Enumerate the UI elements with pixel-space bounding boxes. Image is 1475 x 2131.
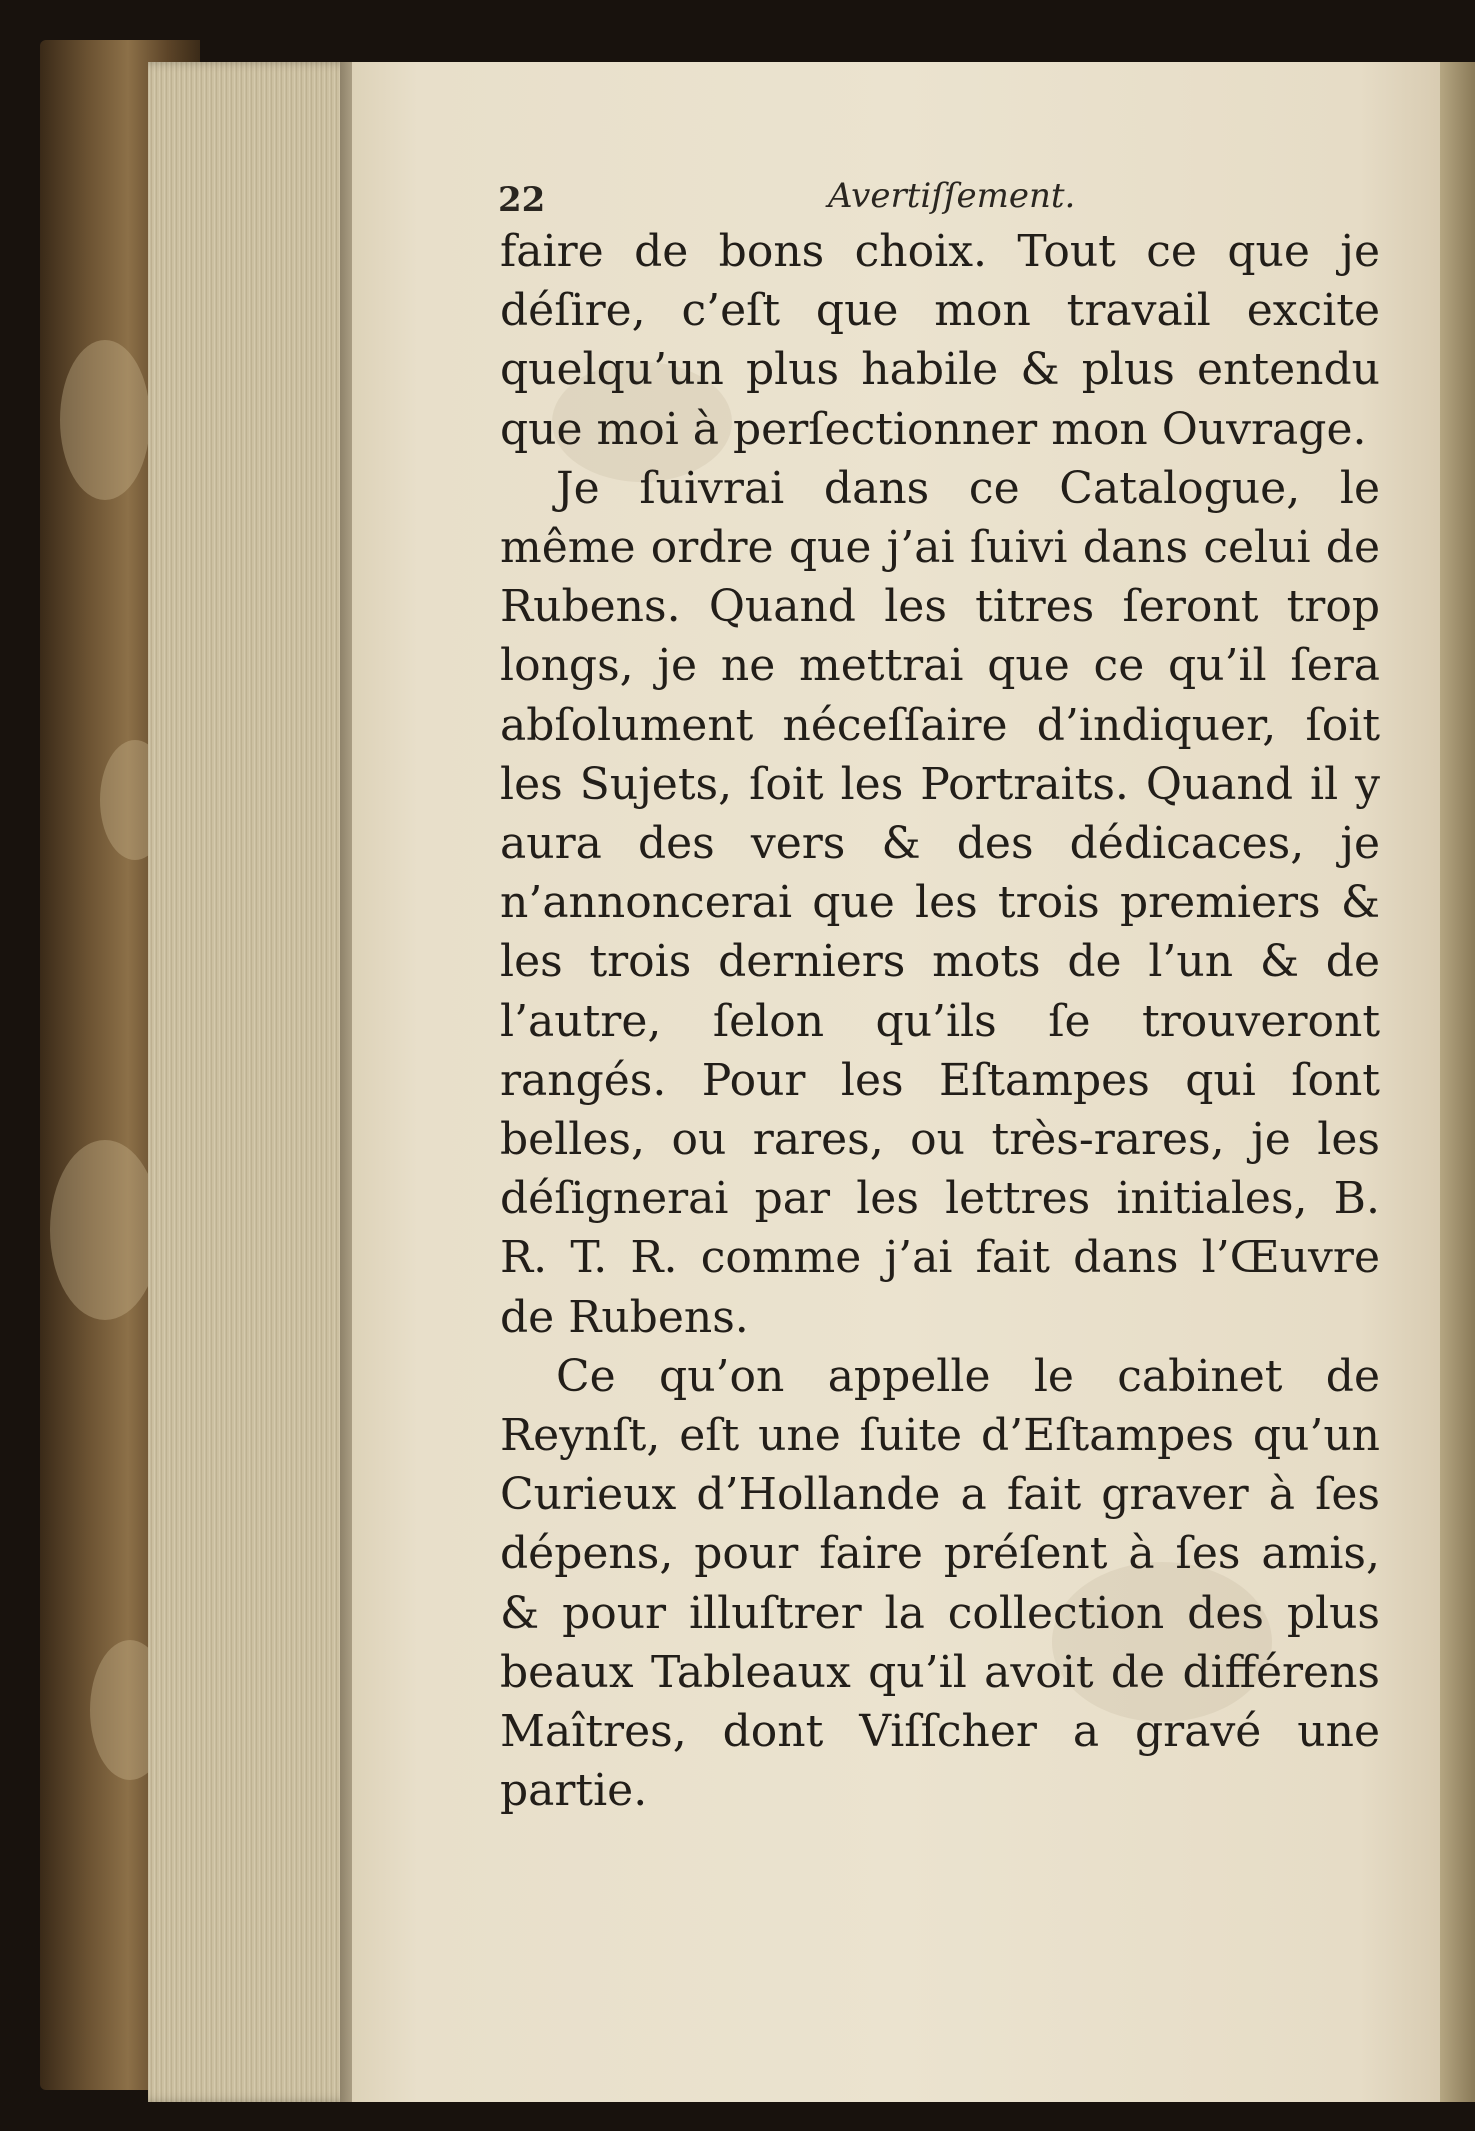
paragraph: faire de bons choix. Tout ce que je déſire, c’eſt que mon travail excite quelqu’un plus habile & plus entendu que moi à perſectionner mon Ouvrage. [500, 226, 1380, 455]
page-edges [148, 62, 358, 2102]
page-header [498, 176, 1378, 220]
page-body-text [500, 222, 1380, 1820]
paragraph: Je ſuivrai dans ce Catalogue, le même ordre que j’ai ſuivi dans celui de Rubens. Quand les titres ſeront trop longs, je ne mettrai que ce qu’il ſera abſolument néceſſaire d’indiquer, ſoit les Sujets, ſoit les Portraits. Quand il y aura des vers & des dédicaces, je n’annoncerai que les trois premiers & les trois derniers mots de l’un & de l’autre, ſelon qu’ils ſe trouveront rangés. Pour les Eſtampes qui ſont belles, ou rares, ou très-rares, je les déſignerai par les lettres initiales, B. R. T. R. comme j’ai fait dans l’Œuvre de Rubens. [500, 462, 1380, 1343]
facing-page-edge [1440, 62, 1475, 2102]
page-number: 22 [498, 180, 546, 220]
running-title: Avertiſſement. [828, 176, 1076, 216]
paragraph: Ce qu’on appelle le cabinet de Reynſt, eſt une ſuite d’Eſtampes qu’un Curieux d’Hollande a fait graver à ſes dépens, pour faire préſent à ſes amis, & pour illuſtrer la collection des plus beaux Tableaux qu’il avoit de différens Maîtres, dont Viſſcher a gravé une partie. [500, 1350, 1380, 1817]
